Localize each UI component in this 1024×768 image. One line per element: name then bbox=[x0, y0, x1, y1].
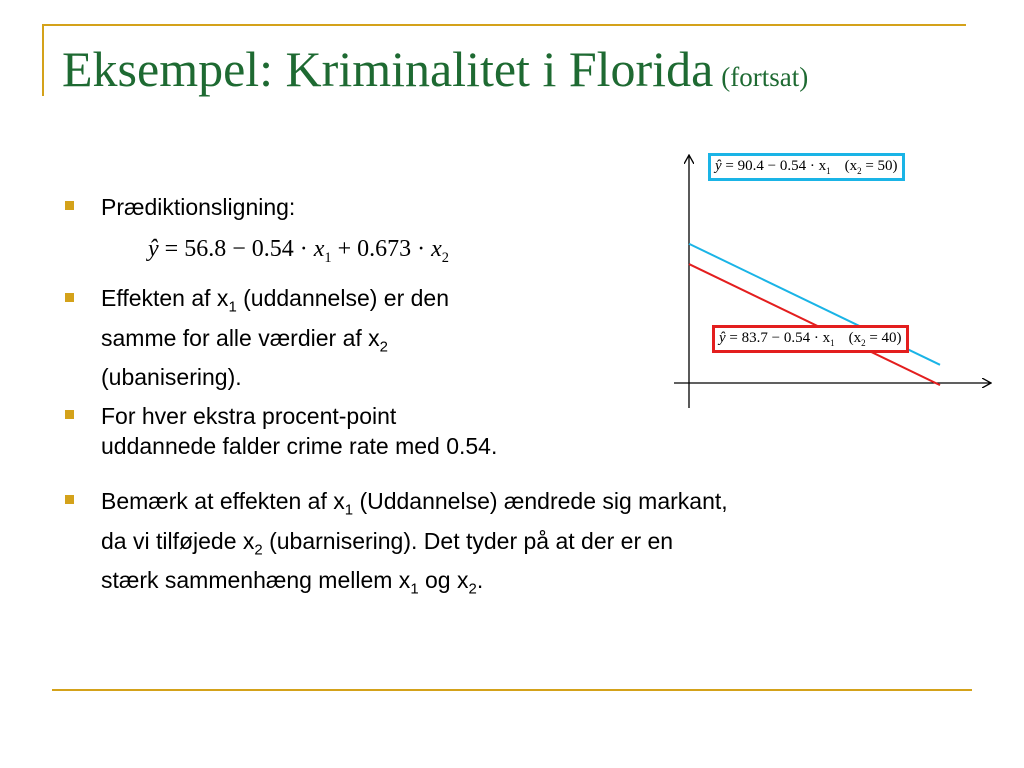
bullet-text-2 bbox=[101, 283, 449, 392]
chart-svg bbox=[670, 150, 1010, 415]
legend-line-x2-50: ŷ = $90.4 - 0.54 \cdot x_1$ $(x_2 = 50)$ bbox=[708, 153, 905, 181]
legend-line-x2-40: ŷ = $83.7 - 0.54 \cdot x_1$ $(x_2 = 40)$ bbox=[712, 325, 909, 353]
eq-yhat: ŷ bbox=[148, 236, 159, 262]
bullet-2-line-3: (ubanisering). bbox=[101, 364, 242, 391]
eq-x2: x bbox=[431, 236, 442, 262]
bullet-marker-3 bbox=[65, 410, 74, 419]
bullet-marker-4 bbox=[65, 495, 74, 504]
prediction-equation bbox=[148, 236, 449, 267]
bullet-4-line-3: stærk sammenhæng mellem $x_1$ og $x_2$. bbox=[101, 567, 484, 598]
title-main: Eksempel: Kriminalitet i Florida bbox=[62, 41, 714, 97]
eq-sub-1: 1 bbox=[324, 249, 332, 266]
bullet-text-3 bbox=[101, 401, 497, 461]
bullet-3-line-1: For hver ekstra procent-point bbox=[101, 403, 397, 429]
eq-x1: x bbox=[313, 236, 325, 262]
bullet-text-1: Prædiktionsligning: bbox=[101, 194, 296, 220]
series-layer bbox=[689, 244, 940, 385]
eq-part-2: + 0.673 · bbox=[331, 236, 432, 262]
left-rule bbox=[42, 24, 44, 96]
bullet-2-line-2: samme for alle værdier af $x_2$ bbox=[101, 324, 388, 356]
bullet-marker-1 bbox=[65, 201, 74, 210]
bullet-3-line-2: uddannede falder crime rate med 0.54. bbox=[101, 433, 498, 459]
bullet-marker-2 bbox=[65, 293, 74, 302]
bullet-4-line-1: Bemærk at effekten af $x_1$ (Uddannelse) ændrede sig markant, bbox=[101, 488, 728, 519]
top-rule bbox=[42, 24, 966, 26]
bottom-rule bbox=[52, 689, 972, 691]
bullet-text-4 bbox=[101, 486, 728, 605]
slide-title bbox=[62, 40, 808, 98]
regression-lines-chart bbox=[670, 150, 1010, 415]
eq-sub-2: 2 bbox=[441, 249, 449, 266]
bullet-4-line-2: da vi tilføjede $x_2$ (ubarnisering). Det tyder på at der er en bbox=[101, 527, 674, 559]
title-subtitle: (fortsat) bbox=[721, 62, 809, 92]
eq-part-1: = 56.8 − 0.54 · bbox=[158, 236, 314, 262]
bullet-2-line-1: Effekten af $x_1$ (uddannelse) er den bbox=[101, 285, 450, 316]
